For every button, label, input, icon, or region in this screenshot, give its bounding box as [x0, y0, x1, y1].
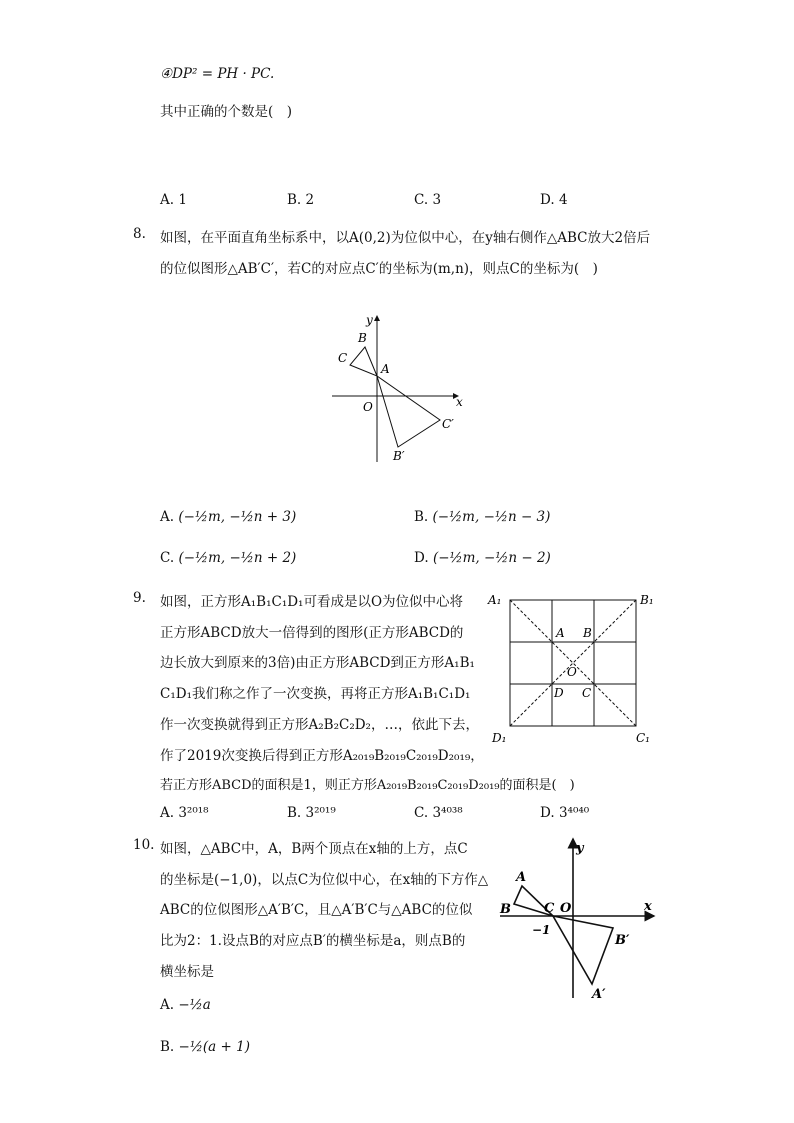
q10-stem-line3: ABC的位似图形△A′B′C，且△A′B′C与△ABC的位似	[160, 902, 473, 918]
q8-label-b-prime: B′	[393, 449, 405, 463]
q10-label-a-prime: A′	[592, 987, 606, 1002]
q10-option-b-text: −½(a + 1)	[178, 1039, 250, 1055]
q10-option-a[interactable]: A. −½a	[160, 997, 211, 1013]
q8-option-d[interactable]: D. (−½m, −½n − 2)	[414, 550, 551, 566]
q9-stem-line2: 正方形ABCD放大一倍得到的图形(正方形ABCD的	[160, 625, 464, 641]
q8-option-c-text: (−½m, −½n + 2)	[178, 550, 297, 566]
q10-stem-line1: 如图，△ABC中，A，B两个顶点在x轴的上方，点C	[160, 841, 468, 857]
q9-label-d: D	[554, 686, 564, 700]
q7-option-a[interactable]: A. 1	[160, 192, 187, 208]
q9-stem-line3: 边长放大到原来的3倍)由正方形ABCD到正方形A₁B₁	[160, 655, 475, 671]
q10-stem-line5: 横坐标是	[160, 964, 214, 980]
q10-label-a: A	[516, 870, 527, 885]
q9-stem-line7: 若正方形ABCD的面积是1，则正方形A₂₀₁₉B₂₀₁₉C₂₀₁₉D₂₀₁₉的面积是( )	[160, 778, 575, 793]
q9-label-c: C	[582, 686, 592, 700]
q10-figure	[494, 834, 668, 1002]
q8-figure	[330, 312, 470, 464]
q8-triangle-abc	[350, 347, 377, 376]
q8-label-c: C	[338, 351, 348, 365]
q10-stem-line4: 比为2：1.设点B的对应点B′的横坐标是a，则点B的	[160, 933, 466, 949]
q9-option-a[interactable]: A. 3²⁰¹⁸	[160, 805, 209, 821]
q10-triangle-a2b2c	[553, 916, 613, 984]
q8-label-a: A	[381, 362, 390, 376]
q9-option-d[interactable]: D. 3⁴⁰⁴⁰	[540, 805, 590, 821]
q8-label-x: x	[456, 395, 463, 409]
q8-label-o: O	[363, 400, 373, 414]
q9-stem-line6: 作了2019次变换后得到正方形A₂₀₁₉B₂₀₁₉C₂₀₁₉D₂₀₁₉，	[160, 748, 484, 764]
q8-number: 8.	[133, 226, 146, 242]
q8-option-b-text: (−½m, −½n − 3)	[432, 509, 551, 525]
q10-label-x: x	[644, 899, 652, 914]
q10-number: 10.	[133, 837, 155, 853]
q8-label-b: B	[358, 331, 367, 345]
q7-option-d[interactable]: D. 4	[540, 192, 568, 208]
q9-option-c[interactable]: C. 3⁴⁰³⁸	[414, 805, 463, 821]
q8-label-y: y	[366, 313, 373, 327]
q7-item4: ④DP² = PH · PC.	[160, 66, 275, 82]
q9-label-a1: A₁	[488, 593, 502, 607]
q9-label-o: O	[567, 665, 577, 679]
q8-stem-line1: 如图，在平面直角坐标系中，以A(0,2)为位似中心，在y轴右侧作△ABC放大2倍后	[160, 230, 651, 246]
q8-triangle-ab2c2	[377, 376, 440, 447]
q10-label-b-prime: B′	[615, 933, 630, 948]
q7-option-c[interactable]: C. 3	[414, 192, 442, 208]
q9-stem-line1: 如图，正方形A₁B₁C₁D₁可看成是以O为位似中心将	[160, 594, 464, 610]
q8-option-b[interactable]: B. (−½m, −½n − 3)	[414, 509, 551, 525]
q8-option-a-text: (−½m, −½n + 3)	[178, 509, 297, 525]
q9-label-b1: B₁	[640, 593, 654, 607]
q10-stem-line2: 的坐标是(−1,0)，以点C为位似中心，在x轴的下方作△	[160, 872, 489, 888]
q9-stem-line5: 作一次变换就得到正方形A₂B₂C₂D₂，…，依此下去，	[160, 717, 479, 733]
q9-label-c1: C₁	[636, 731, 650, 745]
q9-label-b: B	[583, 626, 592, 640]
q8-label-c-prime: C′	[442, 417, 454, 431]
q9-number: 9.	[133, 590, 146, 606]
q10-option-a-text: −½a	[178, 997, 211, 1013]
q8-option-a[interactable]: A. (−½m, −½n + 3)	[160, 509, 297, 525]
q9-figure	[486, 590, 660, 750]
q10-label-o: O	[560, 901, 572, 916]
q9-label-a: A	[556, 626, 565, 640]
q9-option-b[interactable]: B. 3²⁰¹⁹	[287, 805, 336, 821]
q7-option-b[interactable]: B. 2	[287, 192, 315, 208]
q10-label-c: C	[544, 901, 555, 916]
q8-stem-line2: 的位似图形△AB′C′，若C的对应点C′的坐标为(m,n)，则点C的坐标为( )	[160, 261, 598, 277]
q10-label-b: B	[500, 902, 511, 917]
q9-label-d1: D₁	[492, 731, 507, 745]
q7-prompt: 其中正确的个数是( )	[160, 104, 293, 120]
q10-label-minus1: −1	[532, 923, 551, 937]
q8-option-c[interactable]: C. (−½m, −½n + 2)	[160, 550, 297, 566]
q9-stem-line4: C₁D₁我们称之作了一次变换，再将正方形A₁B₁C₁D₁	[160, 686, 471, 702]
q10-option-b[interactable]: B. −½(a + 1)	[160, 1039, 250, 1055]
q10-label-y: y	[576, 841, 584, 856]
q8-option-d-text: (−½m, −½n − 2)	[432, 550, 551, 566]
